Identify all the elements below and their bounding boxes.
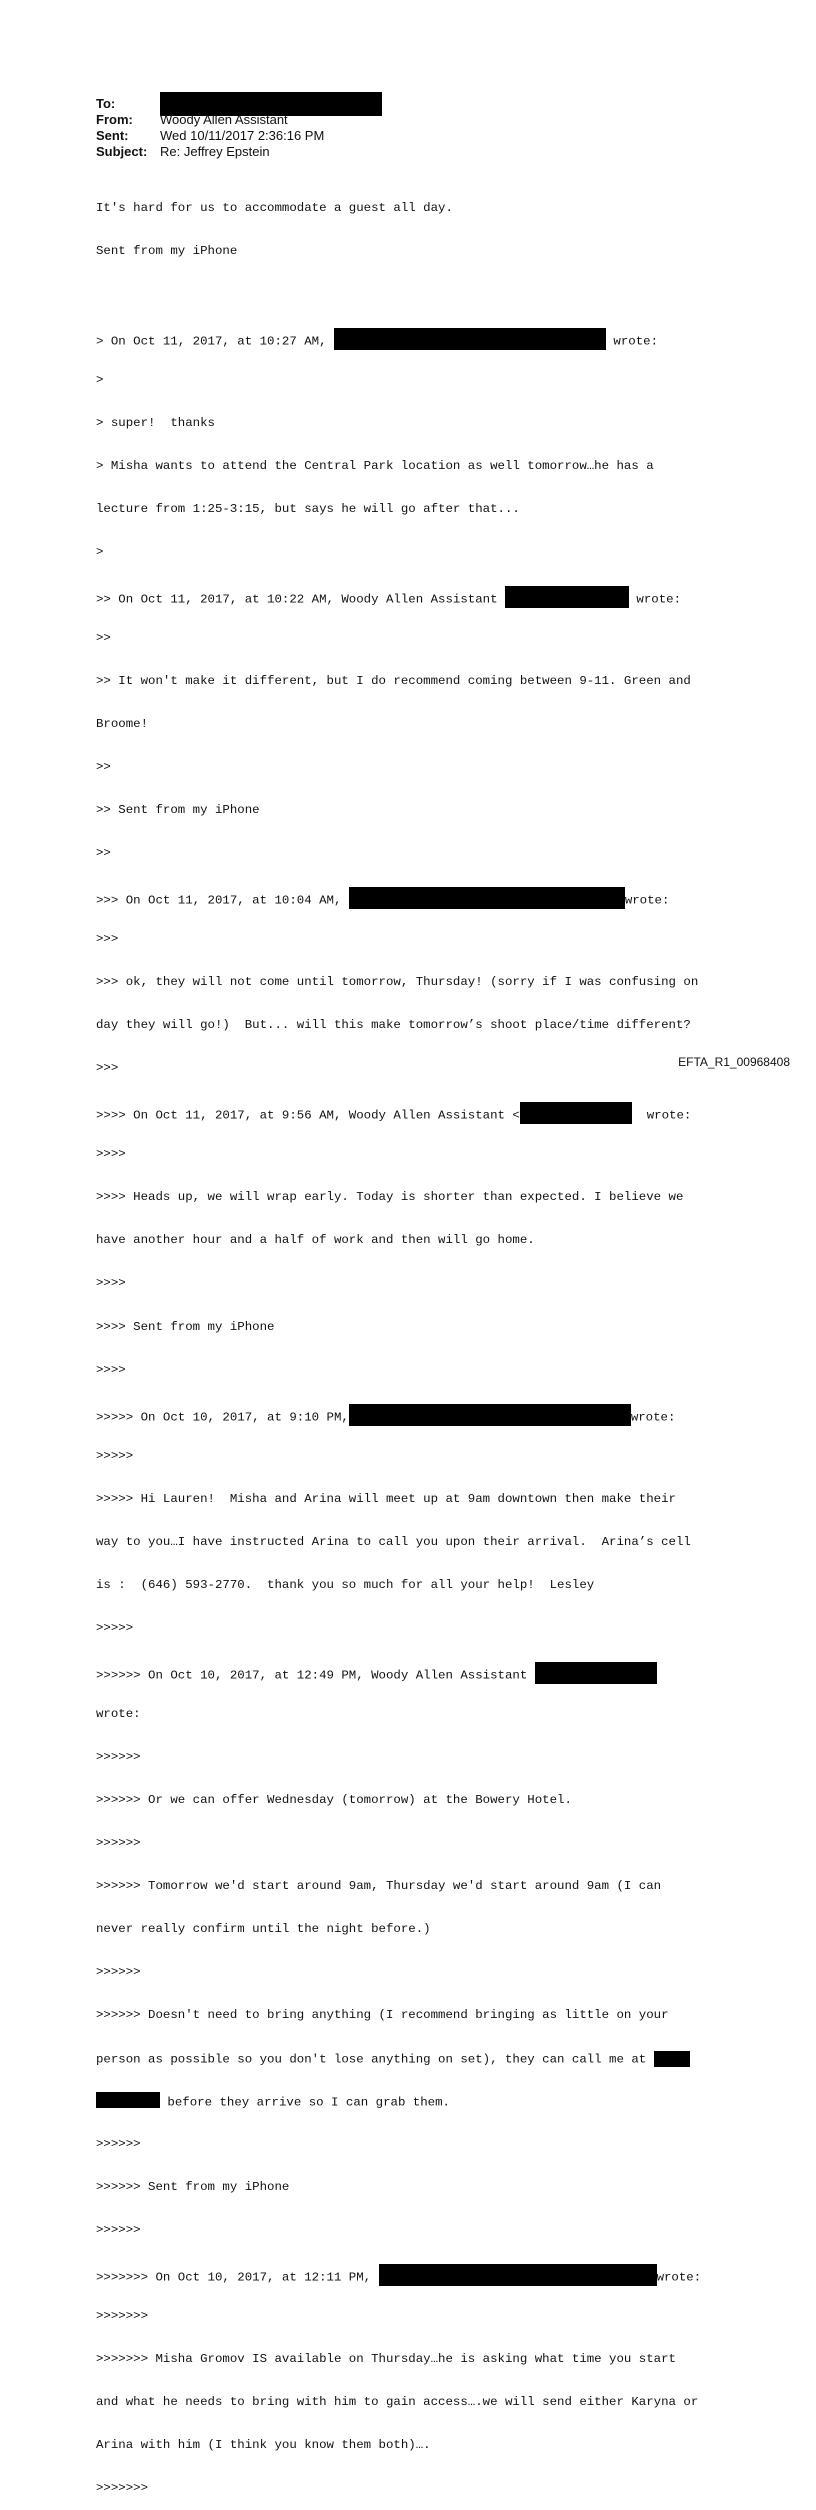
body-line: >>>>> Hi Lauren! Misha and Arina will meet up at 9am downtown then make their (96, 1491, 676, 1506)
body-line: is : (646) 593-2770. thank you so much for all your help! Lesley (96, 1577, 595, 1592)
redaction-box (535, 1662, 657, 1684)
body-line: >>>>> (96, 1448, 134, 1463)
body-line: >> (96, 760, 111, 775)
redaction-box (349, 1404, 631, 1426)
body-line: >>>> (96, 1276, 126, 1291)
email-body (96, 172, 701, 2510)
body-line: person as possible so you don't lose anything on set), they can call me at (96, 2051, 701, 2065)
body-line: >>>>> (96, 1620, 134, 1635)
from-label: From: (96, 112, 133, 127)
body-line: never really confirm until the night before.) (96, 1921, 431, 1936)
document-id: EFTA_R1_00968408 (678, 1055, 790, 1069)
body-line: and what he needs to bring with him to gain access….we will send either Karyna or (96, 2395, 699, 2410)
from-value: Woody Allen Assistant (160, 112, 288, 127)
body-line: >>>>>> (96, 2223, 141, 2238)
body-line: > Misha wants to attend the Central Park location as well tomorrow…he has a (96, 458, 654, 473)
sent-value: Wed 10/11/2017 2:36:16 PM (160, 128, 325, 143)
redaction-box (96, 2092, 160, 2108)
body-line: > (96, 372, 104, 387)
redaction-box (654, 2051, 690, 2067)
to-label: To: (96, 96, 116, 111)
subject-value: Re: Jeffrey Epstein (160, 144, 270, 159)
body-line: >>>>>>> (96, 2309, 149, 2324)
body-line: >>>>>> (96, 1964, 141, 1979)
body-line: >>>>>> Or we can offer Wednesday (tomorrow) at the Bowery Hotel. (96, 1792, 572, 1807)
body-line: >>>>>>> Misha Gromov IS available on Thursday…he is asking what time you start (96, 2352, 676, 2367)
body-line: > (96, 544, 104, 559)
body-line: >>>>>> Sent from my iPhone (96, 2180, 290, 2195)
body-line: >>>> Sent from my iPhone (96, 1319, 275, 1334)
body-line: >>>>>>> On Oct 10, 2017, at 12:11 PM, wrote: (96, 2266, 701, 2280)
body-line: >>>>>> Doesn't need to bring anything (I recommend bringing as little on your (96, 2008, 669, 2022)
body-line: >>>>>> On Oct 10, 2017, at 12:49 PM, Woody Allen Assistant (96, 1664, 701, 1678)
body-line: lecture from 1:25-3:15, but says he will go after that... (96, 501, 520, 516)
body-line: >> (96, 846, 111, 861)
body-line: >> Sent from my iPhone (96, 803, 260, 818)
redaction-box (505, 586, 629, 608)
body-line: >>> (96, 1061, 119, 1076)
body-line: It's hard for us to accommodate a guest all day. (96, 200, 453, 215)
body-line: >>>> On Oct 11, 2017, at 9:56 AM, Woody Allen Assistant < wrote: (96, 1104, 701, 1118)
body-line: Sent from my iPhone (96, 243, 238, 258)
body-line: Arina with him (I think you know them both)…. (96, 2438, 431, 2453)
body-line: >>>> Heads up, we will wrap early. Today is shorter than expected. I believe we (96, 1190, 684, 1205)
body-line: >>>>>> (96, 2137, 141, 2152)
body-line (96, 287, 701, 301)
body-line: > On Oct 11, 2017, at 10:27 AM, wrote: (96, 330, 701, 344)
redaction-box (349, 887, 625, 909)
body-line: >> (96, 631, 111, 645)
sent-label: Sent: (96, 128, 129, 143)
body-line: >>>>>> Tomorrow we'd start around 9am, Thursday we'd start around 9am (I can (96, 1878, 662, 1893)
body-line: Broome! (96, 717, 149, 732)
redaction-box (379, 2264, 657, 2286)
body-line: >> It won't make it different, but I do recommend coming between 9-11. Green and (96, 674, 691, 689)
body-line: >>>>>> (96, 1749, 141, 1764)
body-line: way to you…I have instructed Arina to call you upon their arrival. Arina’s cell (96, 1534, 691, 1549)
body-line: wrote: (96, 1706, 141, 1721)
redaction-box (334, 328, 606, 350)
body-line: >>>>>> (96, 1835, 141, 1850)
subject-label: Subject: (96, 144, 148, 159)
redaction-box (520, 1102, 632, 1124)
body-line: > super! thanks (96, 415, 215, 430)
body-line: have another hour and a half of work and then will go home. (96, 1233, 535, 1248)
body-line: >>> (96, 932, 119, 947)
body-line: >>> ok, they will not come until tomorrow, Thursday! (sorry if I was confusing on (96, 975, 699, 990)
body-line: before they arrive so I can grab them. (96, 2094, 701, 2108)
body-line: >>>>>>> (96, 2481, 149, 2496)
body-line: day they will go!) But... will this make tomorrow’s shoot place/time different? (96, 1018, 691, 1033)
body-line: >>>> (96, 1147, 126, 1162)
body-line: >>>>> On Oct 10, 2017, at 9:10 PM, wrote: (96, 1406, 701, 1420)
body-line: >>> On Oct 11, 2017, at 10:04 AM, wrote: (96, 889, 701, 903)
body-line: >> On Oct 11, 2017, at 10:22 AM, Woody Allen Assistant wrote: (96, 588, 701, 602)
body-line: >>>> (96, 1362, 126, 1377)
